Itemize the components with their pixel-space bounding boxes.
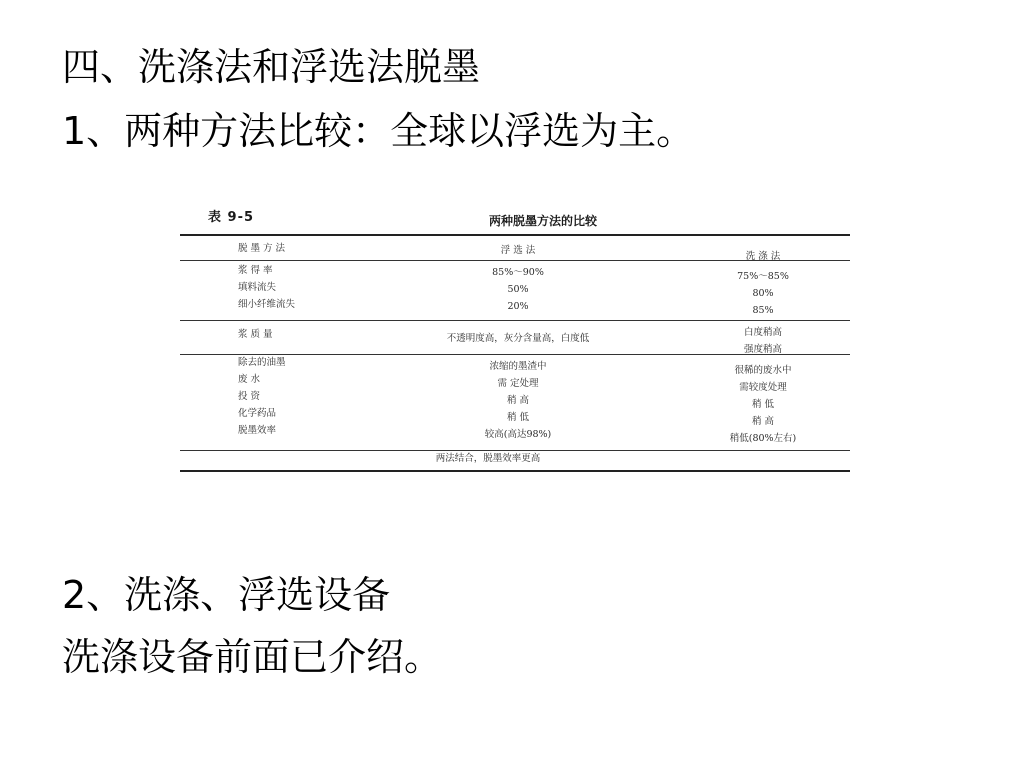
table-cell: 稍 高 <box>751 416 775 427</box>
table-header-method: 脱 墨 方 法 <box>238 243 286 254</box>
slide-point-1: 1、两种方法比较：全球以浮选为主。 <box>62 109 695 153</box>
table-header-rule <box>180 260 850 261</box>
table-cell: 废 水 <box>238 374 261 385</box>
table-cell: 20% <box>507 301 529 312</box>
table-bottom-rule <box>180 470 850 472</box>
table-cell: 稍 低 <box>751 399 775 410</box>
table-top-rule <box>180 234 850 236</box>
table-header-washing: 洗 涤 法 <box>745 251 781 262</box>
table-cell: 细小纤维流失 <box>238 299 296 310</box>
table-cell: 填料流失 <box>238 282 277 293</box>
table-label: 表 9-5 <box>208 210 255 225</box>
table-cell: 75%～85% <box>737 271 789 282</box>
table-cell: 稍低(80%左右) <box>729 433 797 444</box>
slide-heading: 四、洗涤法和浮选法脱墨 <box>62 45 481 89</box>
table-cell: 白度稍高 <box>743 327 782 338</box>
table-cell: 85% <box>752 305 774 316</box>
table-cell: 除去的油墨 <box>238 357 286 368</box>
table-header-flotation: 浮 选 法 <box>500 245 536 256</box>
table-cell: 需较度处理 <box>739 382 787 393</box>
table-group1-labels <box>238 262 348 313</box>
table-cell: 50% <box>507 284 529 295</box>
table-group1-washing <box>678 268 848 319</box>
table-title: 两种脱墨方法的比较 <box>488 214 597 228</box>
slide-point-3: 洗涤设备前面已介绍。 <box>62 635 443 679</box>
table-cell: 浓缩的墨渣中 <box>489 361 547 372</box>
comparison-table-figure <box>178 200 850 478</box>
table-group3-labels <box>238 354 348 439</box>
table-group1-flotation <box>408 264 628 315</box>
table-cell: 投 资 <box>238 391 261 402</box>
table-cell: 浆 得 率 <box>238 265 273 276</box>
table-cell: 需 定处理 <box>497 378 539 389</box>
table-cell: 较高(高达98%) <box>484 429 552 440</box>
table-cell: 脱墨效率 <box>238 425 277 436</box>
table-cell: 80% <box>752 288 774 299</box>
table-group3-washing <box>678 362 848 447</box>
table-cell: 稍 低 <box>506 412 530 423</box>
table-cell: 85%～90% <box>492 267 544 278</box>
table-cell: 稍 高 <box>506 395 530 406</box>
table-rule <box>180 320 850 321</box>
table-cell: 强度稍高 <box>743 344 782 355</box>
table-footer-note: 两法结合，脱墨效率更高 <box>435 453 541 464</box>
table-group3-flotation <box>408 358 628 443</box>
table-group2-flotation: 不透明度高，灰分含量高，白度低 <box>446 333 590 344</box>
table-group2-washing <box>678 324 848 358</box>
table-cell: 化学药品 <box>238 408 277 419</box>
table-cell: 很稀的废水中 <box>734 365 792 376</box>
table-group2-label: 浆 质 量 <box>238 329 273 340</box>
slide-point-2: 2、洗涤、浮选设备 <box>62 573 391 617</box>
